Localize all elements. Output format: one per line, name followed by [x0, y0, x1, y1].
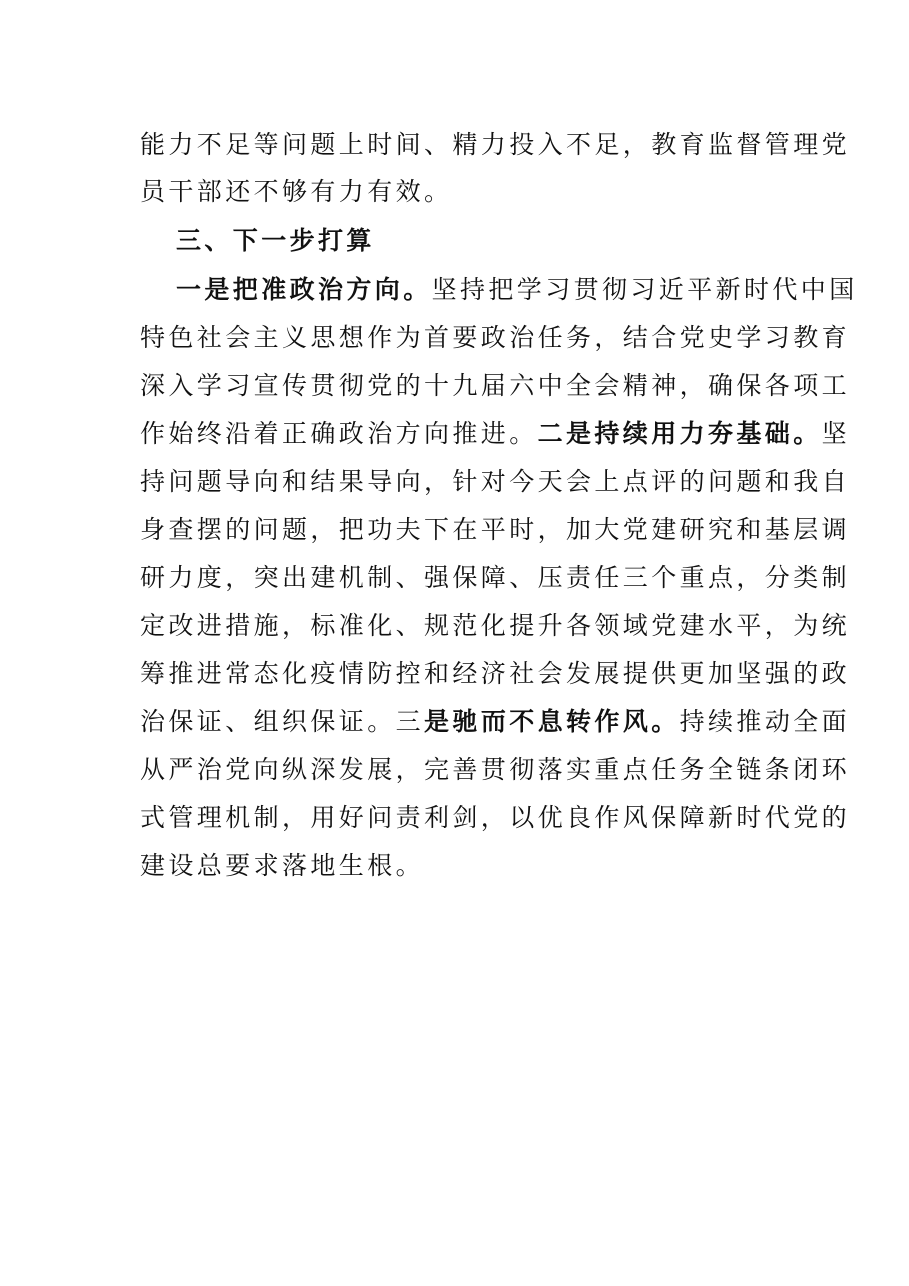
paragraph-line — [140, 658, 851, 690]
text-span: 员干部还不够有力有效。 — [140, 177, 453, 206]
paragraph-line — [140, 514, 851, 546]
text-span: 深入学习宣传贯彻党的十九届六中全会精神，确保各项工 — [140, 371, 851, 400]
text-span: 研力度，突出建机制、强保障、压责任三个重点，分类制 — [140, 563, 851, 592]
text-span: 定改进措施，标准化、规范化提升各领域党建水平，为统 — [140, 611, 851, 640]
heading-text: 三、下一步打算 — [176, 226, 375, 255]
text-span: 坚 — [821, 419, 851, 448]
text-span: 能力不足等问题上时间、精力投入不足，教育监督管理党 — [140, 130, 851, 159]
paragraph-line — [140, 129, 851, 161]
text-span: 持续推动全面 — [679, 707, 851, 736]
text-span: 持问题导向和结果导向，针对今天会上点评的问题和我自 — [140, 467, 851, 496]
bold-lead-text: 二是持续用力夯基础。 — [537, 419, 822, 448]
bold-lead-text: 一是把准政治方向。 — [176, 275, 432, 304]
text-span: 治保证、组织保证。三 — [140, 707, 425, 736]
text-span: 坚持把学习贯彻习近平新时代中国 — [431, 275, 858, 304]
paragraph-line — [140, 370, 851, 402]
text-span: 作始终沿着正确政治方向推进。 — [140, 419, 538, 448]
bold-lead-text: 是驰而不息转作风。 — [424, 707, 680, 736]
text-span: 特色社会主义思想作为首要政治任务，结合党史学习教育 — [140, 323, 851, 352]
paragraph-line — [140, 322, 851, 354]
text-span: 身查摆的问题，把功夫下在平时，加大党建研究和基层调 — [140, 515, 851, 544]
paragraph-line — [140, 802, 851, 834]
text-span: 从严治党向纵深发展，完善贯彻落实重点任务全链条闭环 — [140, 755, 851, 784]
paragraph-line — [140, 562, 851, 594]
paragraph-line — [140, 466, 851, 498]
paragraph-line — [140, 610, 851, 642]
paragraph-line — [140, 754, 851, 786]
paragraph-line — [140, 418, 851, 450]
text-span: 式管理机制，用好问责利剑，以优良作风保障新时代党的 — [140, 803, 851, 832]
text-span: 建设总要求落地生根。 — [140, 851, 425, 880]
paragraph-line — [176, 274, 858, 306]
text-span: 筹推进常态化疫情防控和经济社会发展提供更加坚强的政 — [140, 659, 851, 688]
paragraph-line — [140, 176, 780, 208]
section-heading — [176, 225, 816, 257]
paragraph-line — [140, 850, 780, 882]
paragraph-line — [140, 706, 851, 738]
